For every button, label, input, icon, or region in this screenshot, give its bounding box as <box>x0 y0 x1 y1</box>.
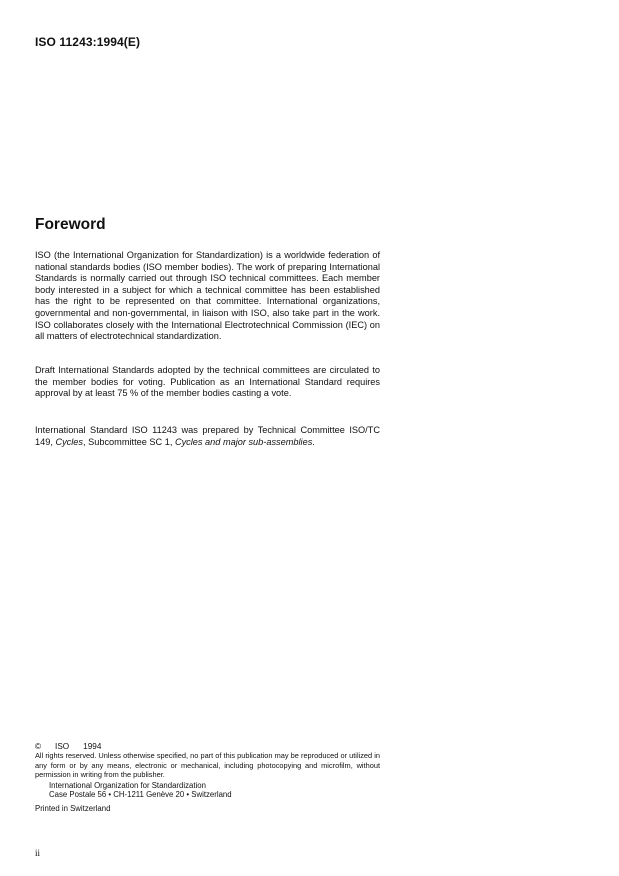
foreword-paragraph-3 <box>35 425 380 459</box>
publisher-address <box>49 781 380 800</box>
printed-in: Printed in Switzerland <box>35 803 111 813</box>
publisher-name: International Organization for Standardization <box>49 781 206 791</box>
document-identifier: ISO 11243:1994(E) <box>35 35 141 49</box>
paragraph-3-text-middle: , Subcommittee SC 1, <box>83 436 175 447</box>
section-title: Foreword <box>35 216 106 233</box>
foreword-paragraph-1: ISO (the International Organization for Standardization) is a worldwide federation of national standards bodies (ISO member bodies). The work of preparing International Standards is normally carried out through ISO technical committees. Each member body interested in a subject for which a technical committee has been established has the right to be represented on that committee. International organizations, governmental and non-governmental, in liaison with ISO, also take part in the work. ISO collaborates closely with the International Electrotechnical Commission (IEC) on all matters of electrotechnical standardization. <box>35 250 380 342</box>
copyright-footer <box>35 742 380 813</box>
copyright-symbol: © <box>35 742 42 751</box>
committee-name: Cycles <box>55 436 84 447</box>
subcommittee-name: Cycles and major sub-assemblies <box>174 436 313 447</box>
copyright-year: 1994 <box>83 742 102 751</box>
copyright-owner: ISO <box>55 742 70 751</box>
paragraph-3-text-end: . <box>312 436 315 447</box>
copyright-line <box>35 742 380 751</box>
publisher-postal-address: Case Postale 56 • CH-1211 Genève 20 • Switzerland <box>49 790 232 800</box>
page-number: ii <box>35 848 41 858</box>
foreword-paragraph-2: Draft International Standards adopted by the technical committees are circulated to the member bodies for voting. Publication as an International Standard requires approval by at least 75 % of the member bodies casting a vote. <box>35 365 380 399</box>
paragraph-3-text-start: International Standard ISO 11243 was prepared by Technical Committee ISO/TC 149, <box>35 425 380 447</box>
rights-statement: All rights reserved. Unless otherwise specified, no part of this publication may be reproduced or utilized in any form or by any means, electronic or mechanical, including photocopying and microfilm, without permission in writing from the publisher. <box>35 751 380 779</box>
